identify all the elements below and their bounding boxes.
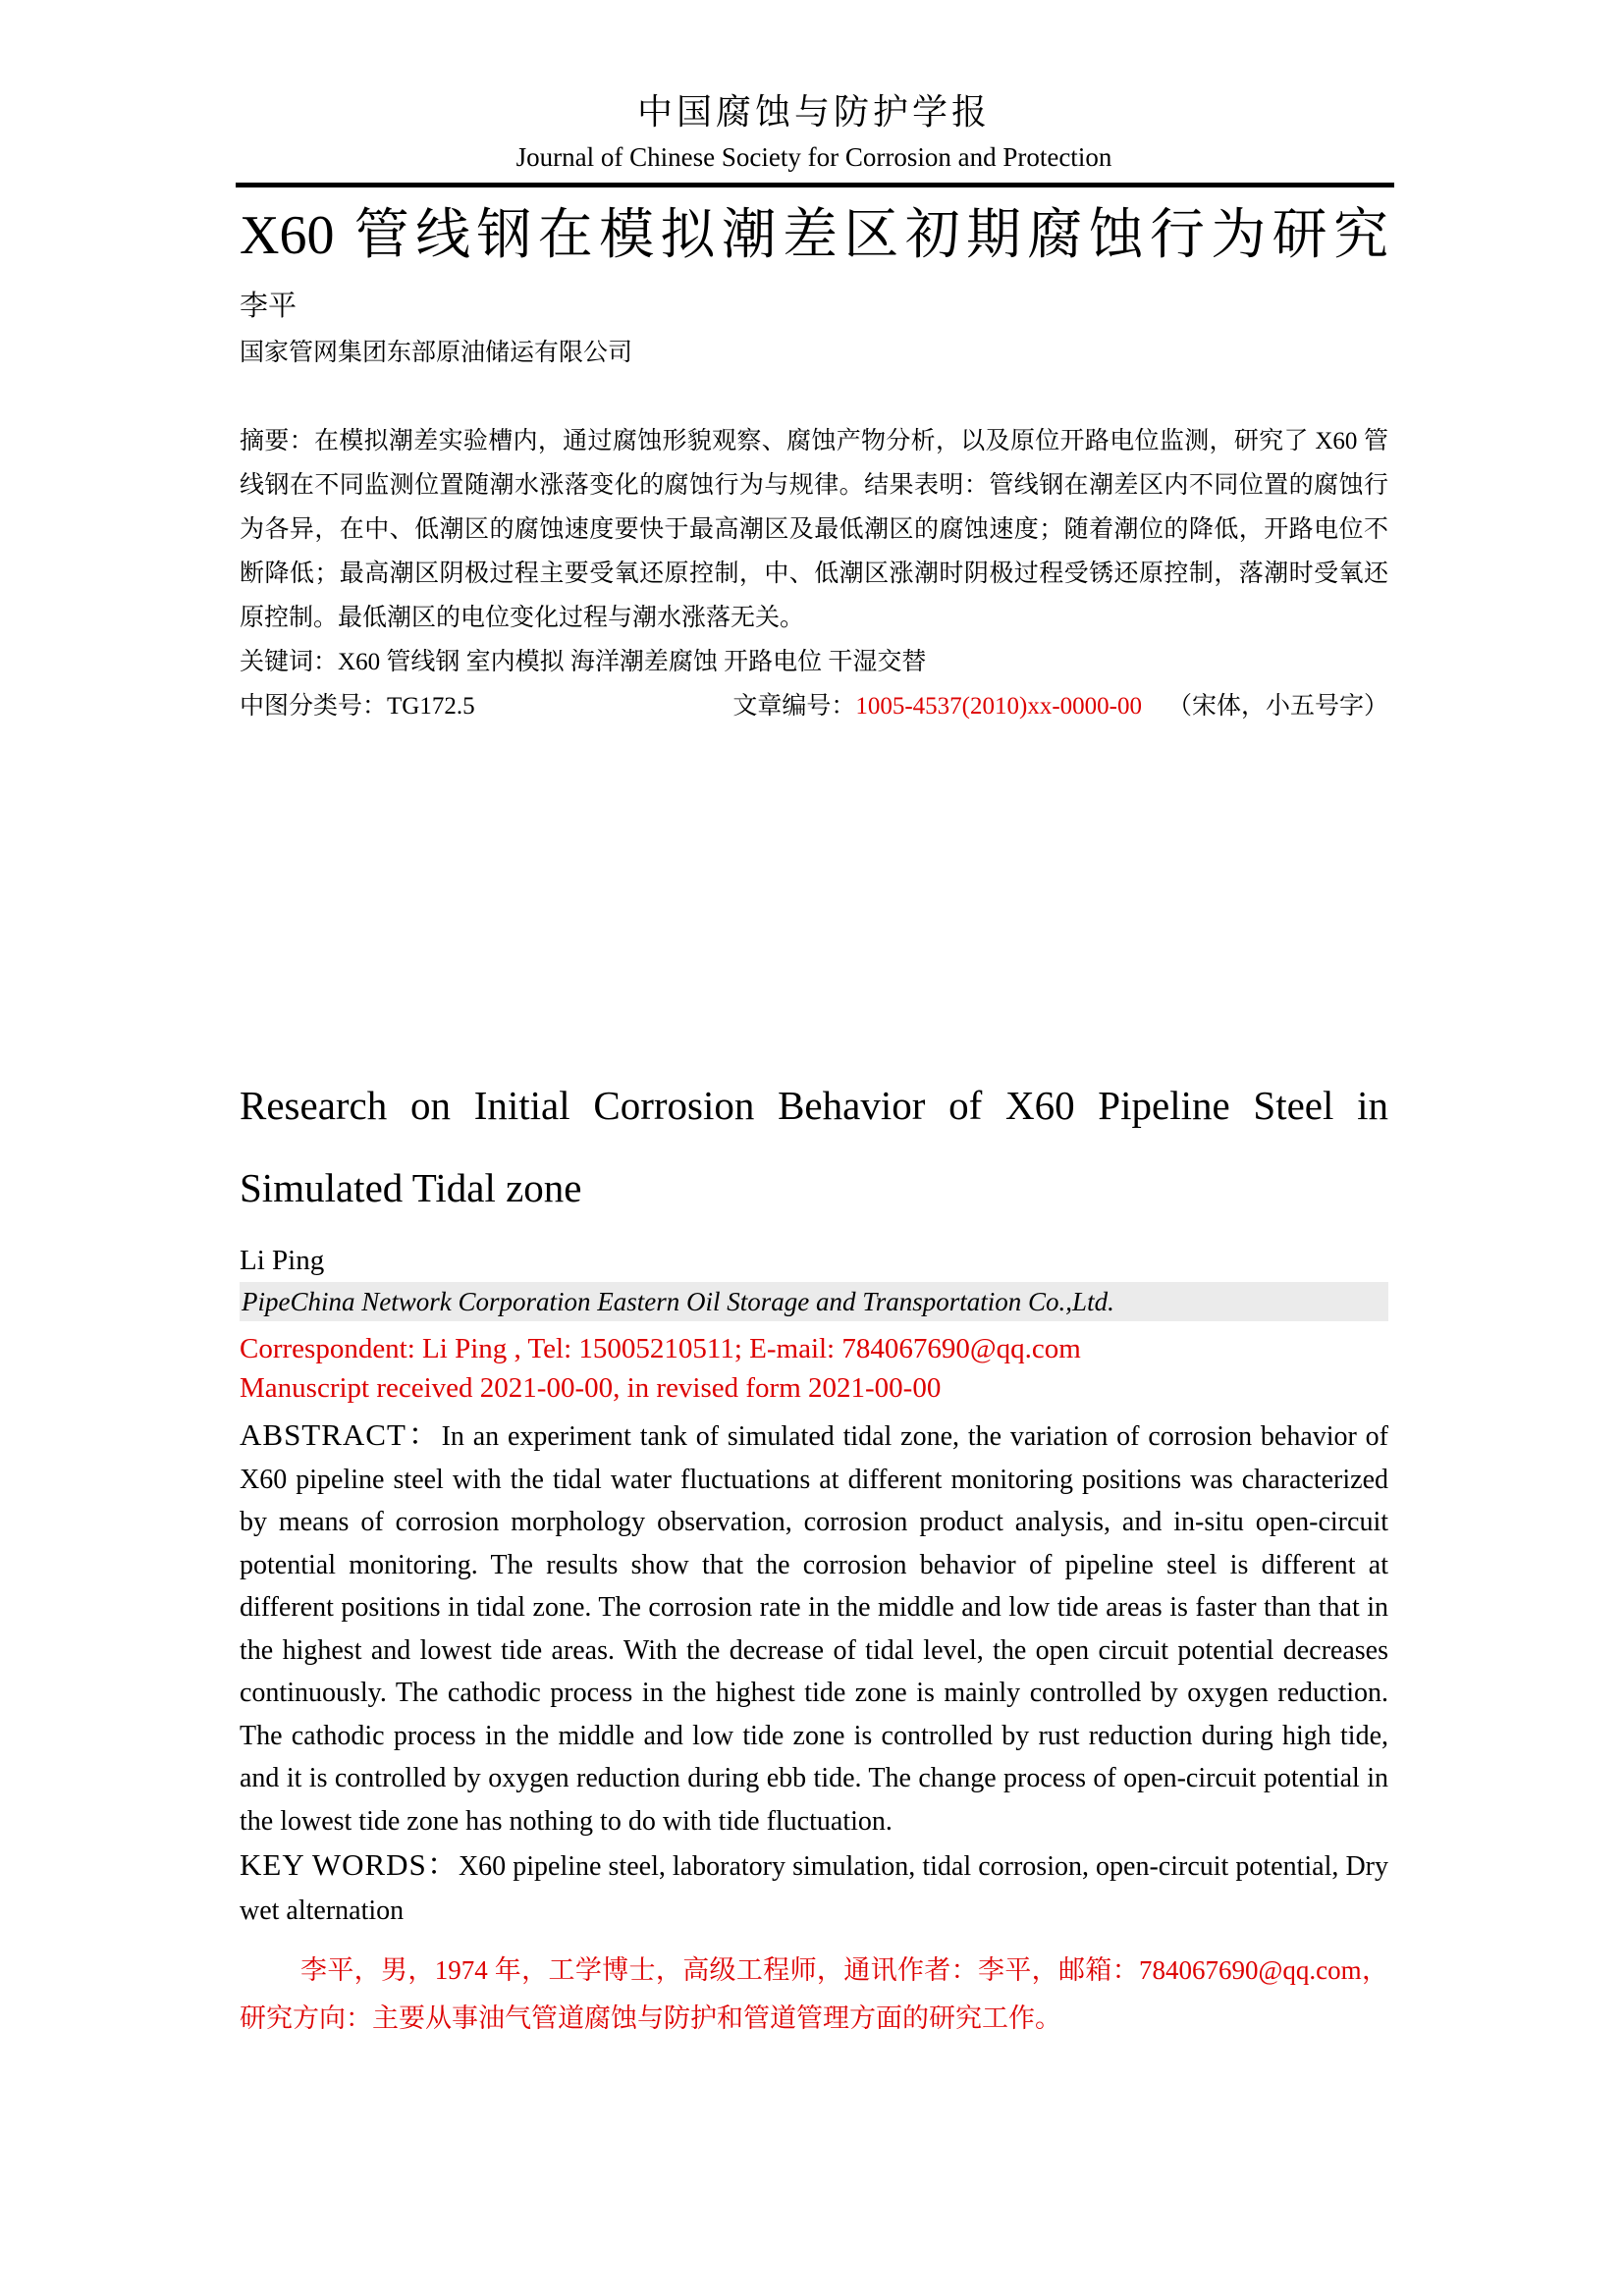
author-english: Li Ping (240, 1245, 325, 1276)
article-number-group (732, 684, 1388, 728)
keywords-chinese (240, 640, 1388, 684)
clc-code: TG172.5 (387, 693, 475, 720)
article-number-value: 1005-4537(2010)xx-0000-00 (855, 693, 1142, 720)
abstract-chinese-text: 在模拟潮差实验槽内，通过腐蚀形貌观察、腐蚀产物分析，以及原位开路电位监测，研究了 X60 管线钢在不同监测位置随潮水涨落变化的腐蚀行为与规律。结果表明：管线钢在潮差区内不同位置的腐蚀行为各异，在中、低潮区的腐蚀速度要快于最高潮区及最低潮区的腐蚀速度；随着潮位的降低，开路电位不断降低；最高潮区阴极过程主要受氧还原控制，中、低潮区涨潮时阴极过程受锈还原控制，落潮时受氧还原控制。最低潮区的电位变化过程与潮水涨落无关。 (240, 428, 1388, 631)
blank-gap (240, 728, 1388, 1078)
header-rule (236, 183, 1394, 187)
article-title-english-line2: Simulated Tidal zone (240, 1165, 582, 1210)
page-content (240, 0, 1388, 2043)
journal-name-chinese: 中国腐蚀与防护学报 (636, 92, 991, 132)
affiliation-chinese: 国家管网集团东部原油储运有限公司 (240, 340, 633, 366)
article-title-english-line1: Research on Initial Corrosion Behavior of X60 Pipeline Steel in (240, 1083, 1388, 1128)
abstract-english (240, 1414, 1388, 1842)
manuscript-received-line: Manuscript received 2021-00-00, in revised form 2021-00-00 (240, 1372, 942, 1404)
clc-label: 中图分类号： (240, 693, 388, 720)
classification-row (240, 684, 1388, 728)
abstract-english-text: In an experiment tank of simulated tidal zone, the variation of corrosion behavior of X60 pipeline steel with the tidal water fluctuations at different monitoring positions was characterized by means of corrosion morphology observation, corrosion product analysis, and in-situ open-circuit potential monitoring. The results show that the corrosion behavior of pipeline steel is different at different positions in tidal zone. The corrosion rate in the middle and low tide areas is faster than that in the highest and lowest tide areas. With the decrease of tidal level, the open circuit potential decreases continuously. The cathodic process in the highest tide zone is mainly controlled by oxygen reduction. The cathodic process in the middle and low tide zone is controlled by rust reduction during high tide, and it is controlled by oxygen reduction during ebb tide. The change process of open-circuit potential in the lowest tide zone has nothing to do with tide fluctuation. (240, 1421, 1388, 1837)
abstract-chinese-label: 摘要： (240, 428, 314, 454)
keywords-english-label: KEY WORDS： (240, 1847, 459, 1882)
journal-name-english: Journal of Chinese Society for Corrosion and Protection (515, 142, 1112, 172)
author-bio-footnote: 李平，男，1974 年，工学博士，高级工程师，通讯作者：李平，邮箱：784067690@qq.com，研究方向：主要从事油气管道腐蚀与防护和管道管理方面的研究工作。 (240, 1955, 1388, 2033)
article-number-label: 文章编号： (732, 693, 856, 720)
abstract-english-label: ABSTRACT： (240, 1417, 442, 1452)
keywords-english-text: X60 pipeline steel, laboratory simulation, tidal corrosion, open-circuit potential, Dry wet alternation (240, 1851, 1389, 1926)
abstract-chinese (240, 419, 1388, 640)
article-title-chinese: X60 管线钢在模拟潮差区初期腐蚀行为研究 (240, 205, 1388, 266)
keywords-english (240, 1842, 1388, 1933)
article-number-font-note: （宋体，小五号字） (1166, 693, 1388, 720)
clc-number (240, 684, 475, 728)
correspondent-line: Correspondent: Li Ping , Tel: 15005210511; E-mail: 784067690@qq.com (240, 1333, 1081, 1364)
affiliation-english-highlighted: PipeChina Network Corporation Eastern Oil Storage and Transportation Co.,Ltd. (240, 1282, 1388, 1321)
author-chinese: 李平 (240, 291, 298, 322)
keywords-chinese-label: 关键词： (240, 649, 339, 675)
keywords-chinese-text: X60 管线钢 室内模拟 海洋潮差腐蚀 开路电位 干湿交替 (338, 649, 927, 675)
